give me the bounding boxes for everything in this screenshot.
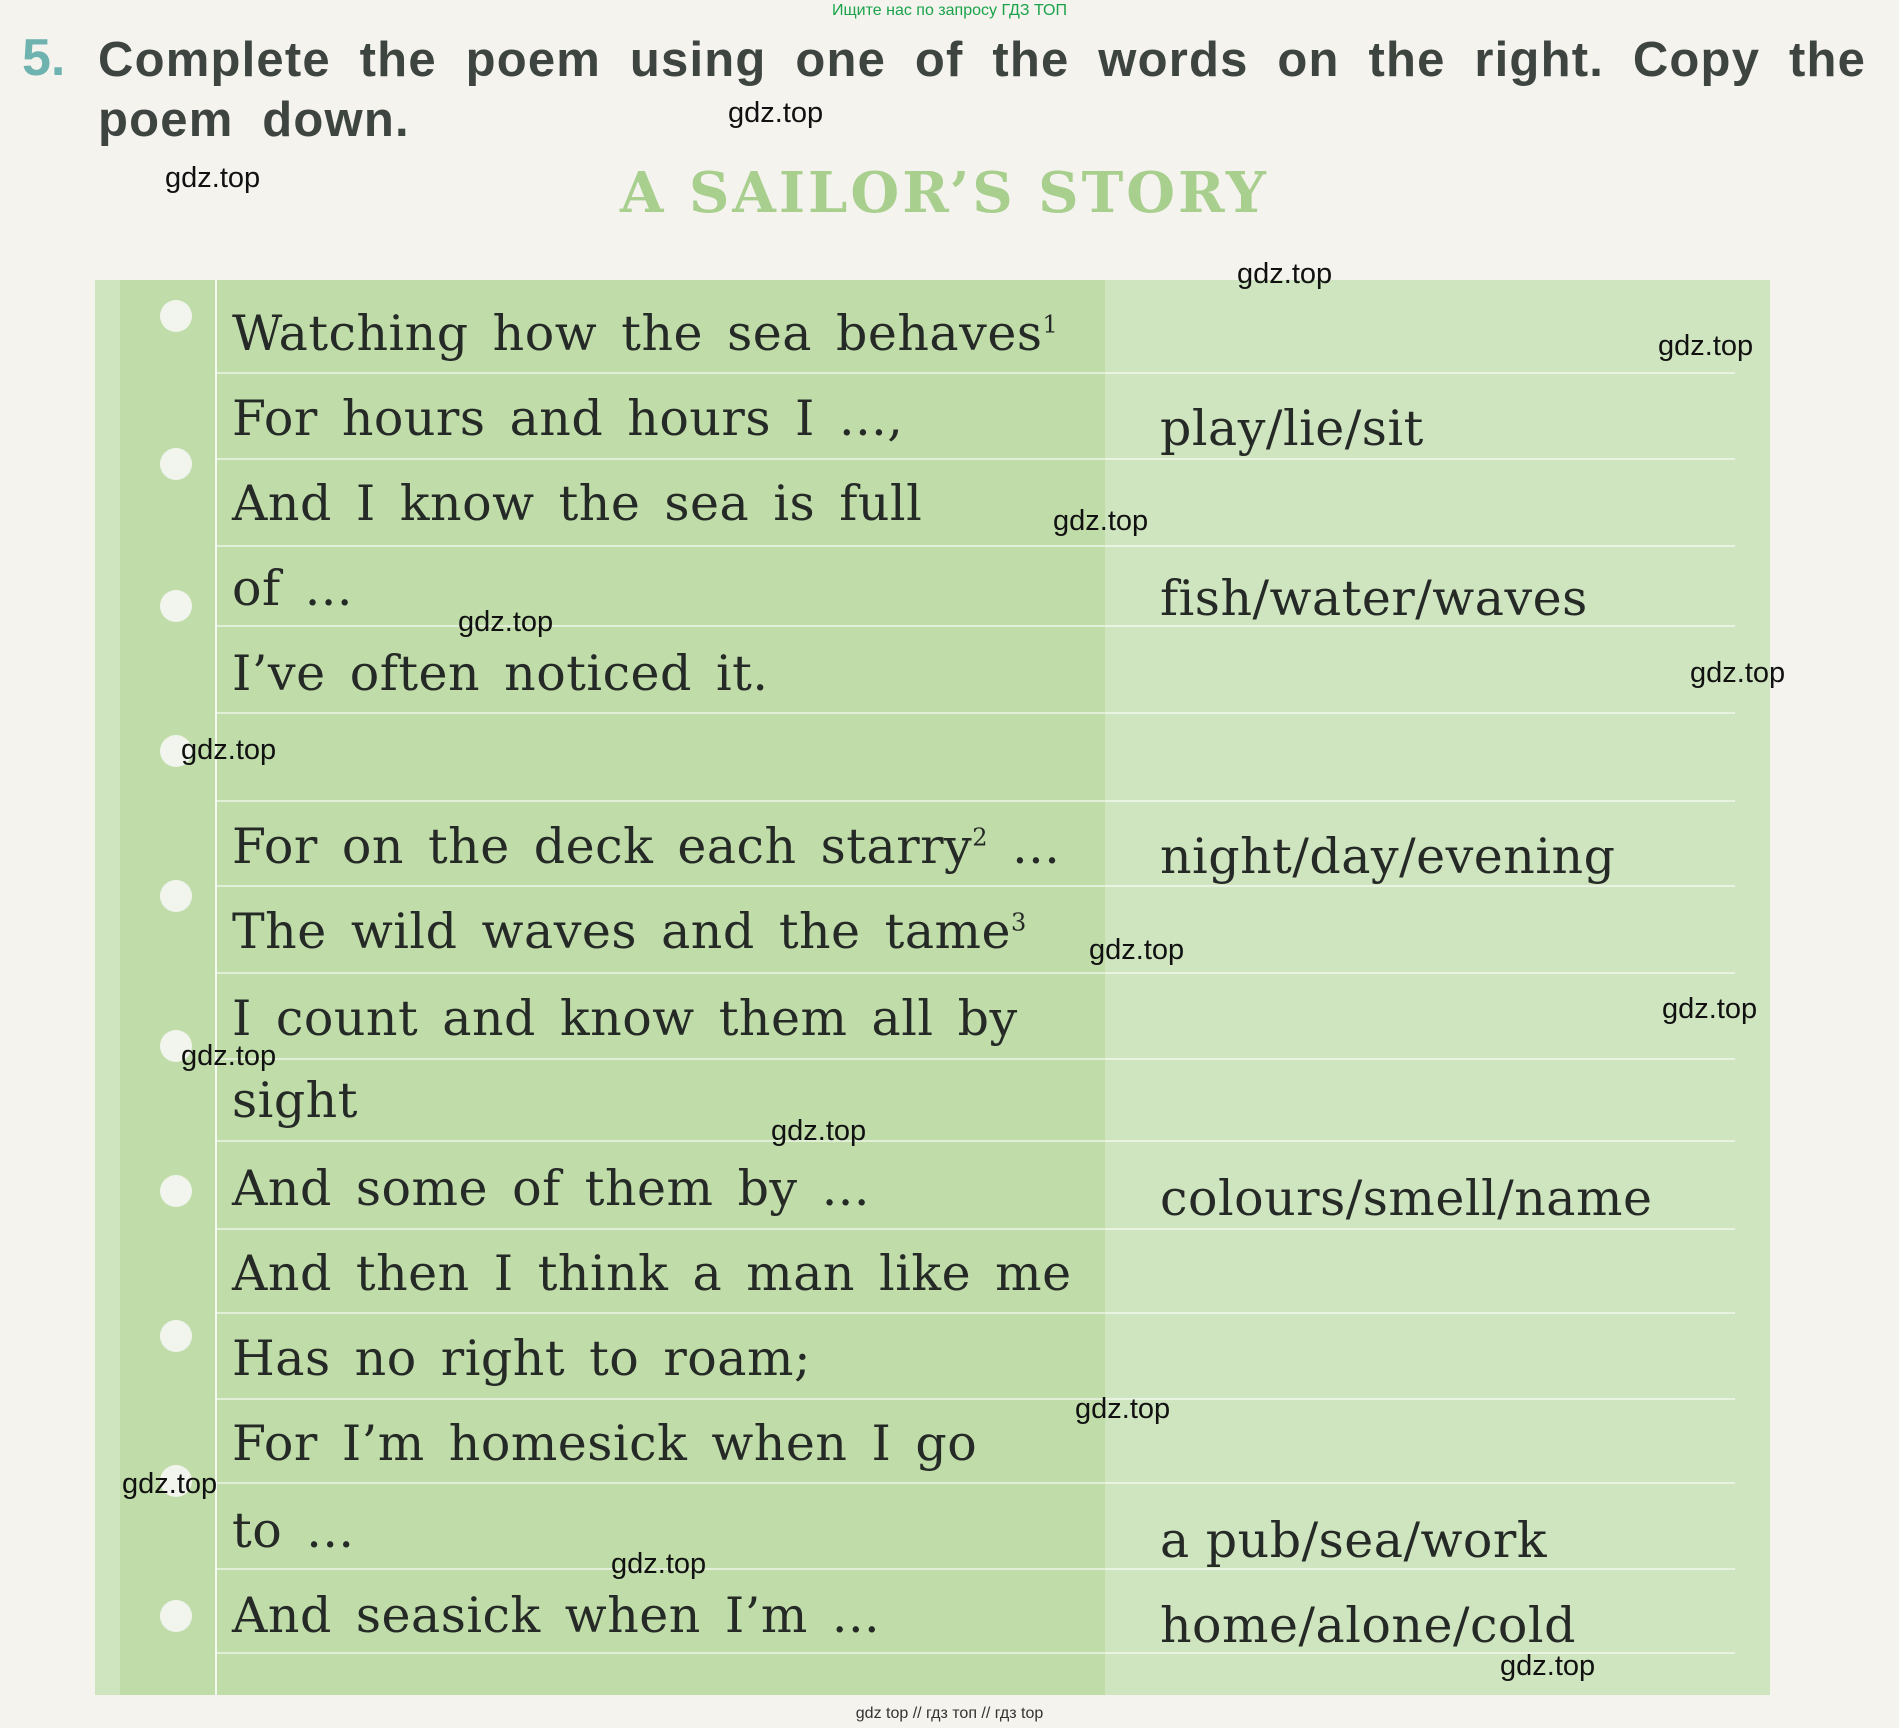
top-banner: Ищите нас по запросу ГДЗ ТОП (832, 2, 1067, 19)
binder-hole (160, 448, 192, 480)
poem-line: And seasick when I’m ... (232, 1587, 881, 1644)
watermark: gdz.top (1089, 934, 1185, 966)
watermark: gdz.top (771, 1115, 867, 1147)
ruled-line (215, 1398, 1735, 1400)
word-options: fish/water/waves (1160, 570, 1588, 627)
poem-title: A SAILOR’S STORY (620, 160, 1269, 226)
ruled-line (215, 712, 1735, 714)
binder-hole (160, 1600, 192, 1632)
poem-line: For I’m homesick when I go (232, 1415, 978, 1472)
ruled-line (215, 372, 1735, 374)
ruled-line (215, 458, 1735, 460)
exercise-number: 5. (22, 29, 66, 87)
poem-line: And I know the sea is full (232, 475, 923, 532)
word-options: night/day/evening (1160, 828, 1616, 885)
ruled-line (215, 800, 1735, 802)
poem-line: For hours and hours I ..., (232, 390, 904, 447)
watermark: gdz.top (458, 606, 554, 638)
poem-line: Has no right to roam; (232, 1330, 811, 1387)
watermark: gdz.top (1662, 993, 1758, 1025)
binder-hole (160, 1320, 192, 1352)
ruled-line (215, 1058, 1735, 1060)
poem-line: to ... (232, 1502, 355, 1559)
watermark: gdz.top (165, 162, 261, 194)
watermark: gdz.top (122, 1468, 218, 1500)
binder-hole (160, 880, 192, 912)
watermark: gdz.top (1690, 657, 1786, 689)
binder-hole (160, 300, 192, 332)
ruled-line (215, 1140, 1735, 1142)
bottom-banner: gdz top // гдз топ // гдз top (855, 1705, 1044, 1722)
binder-hole (160, 590, 192, 622)
poem-line: of ... (232, 560, 353, 617)
poem-line: For on the deck each starry$^2$ ... (232, 818, 1061, 875)
word-options: colours/smell/name (1160, 1170, 1653, 1227)
watermark: gdz.top (1658, 330, 1754, 362)
poem-line: And then I think a man like me (232, 1245, 1072, 1302)
ruled-line (215, 885, 1735, 887)
watermark: gdz.top (1075, 1393, 1171, 1425)
binder-hole (160, 1175, 192, 1207)
ruled-line (215, 1228, 1735, 1230)
watermark: gdz.top (1053, 505, 1149, 537)
ruled-line (215, 545, 1735, 547)
ruled-line (215, 1312, 1735, 1314)
word-options: a pub/sea/work (1160, 1512, 1548, 1569)
poem-line: The wild waves and the tame$^3$ (232, 903, 1027, 960)
poem-line: sight (232, 1072, 358, 1129)
watermark: gdz.top (1237, 258, 1333, 290)
poem-line: I count and know them all by (232, 990, 1018, 1047)
watermark: gdz.top (181, 1040, 277, 1072)
ruled-line (215, 1482, 1735, 1484)
watermark: gdz.top (728, 97, 824, 129)
exercise-instruction: Complete the poem using one of the words on the right. Copy the poem down. (98, 33, 1867, 147)
poem-line: I’ve often noticed it. (232, 645, 769, 702)
ruled-line (215, 972, 1735, 974)
word-options: play/lie/sit (1160, 400, 1424, 457)
poem-line: And some of them by ... (232, 1160, 870, 1217)
word-options: home/alone/cold (1160, 1597, 1576, 1654)
watermark: gdz.top (1500, 1650, 1596, 1682)
watermark: gdz.top (611, 1548, 707, 1580)
poem-line: Watching how the sea behaves$^1$ (232, 305, 1059, 362)
watermark: gdz.top (181, 734, 277, 766)
